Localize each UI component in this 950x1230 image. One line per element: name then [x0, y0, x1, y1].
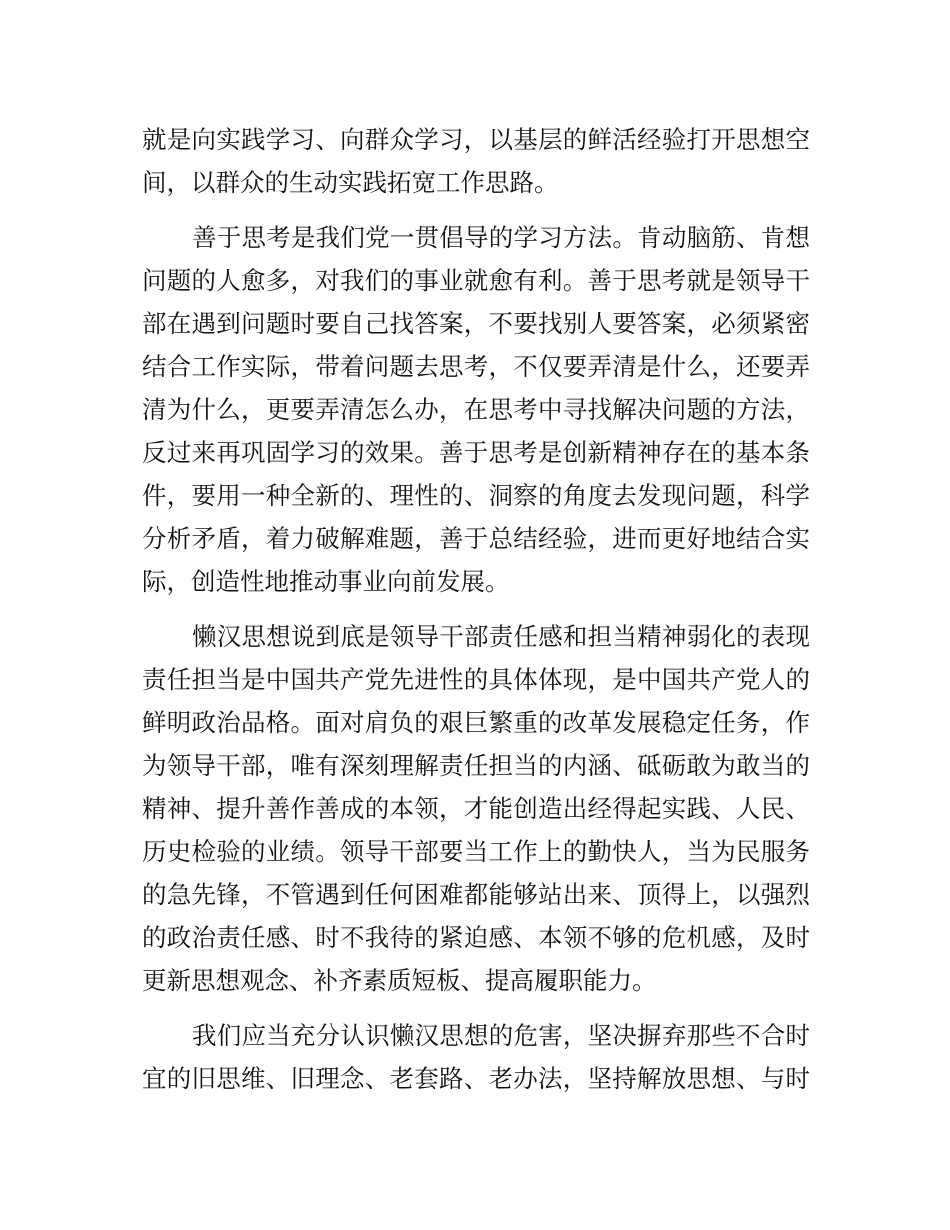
text-line: 我们应当充分认识懒汉思想的危害，坚决摒弃那些不合时 [192, 1021, 810, 1050]
text-line: 清为什么，更要弄清怎么办，在思考中寻找解决问题的方法， [142, 395, 810, 424]
text-line: 反过来再巩固学习的效果。善于思考是创新精神存在的基本条 [142, 438, 810, 467]
text-line: 部在遇到问题时要自己找答案，不要找别人要答案，必须紧密 [142, 309, 810, 338]
text-line: 结合工作实际，带着问题去思考，不仅要弄清是什么，还要弄 [142, 352, 810, 381]
text-line: 更新思想观念、补齐素质短板、提高履职能力。 [142, 966, 657, 995]
text-line: 的政治责任感、时不我待的紧迫感、本领不够的危机感，及时 [142, 923, 810, 952]
text-line: 为领导干部，唯有深刻理解责任担当的内涵、砥砺敢为敢当的 [142, 751, 810, 780]
text-line: 间，以群众的生动实践拓宽工作思路。 [142, 168, 559, 197]
paragraph [142, 1014, 810, 1100]
text-line: 鲜明政治品格。面对肩负的艰巨繁重的改革发展稳定任务，作 [142, 708, 810, 737]
text-line: 责任担当是中国共产党先进性的具体体现，是中国共产党人的 [142, 665, 810, 694]
text-line: 分析矛盾，着力破解难题，善于总结经验，进而更好地结合实 [142, 524, 810, 553]
text-line: 问题的人愈多，对我们的事业就愈有利。善于思考就是领导干 [142, 266, 810, 295]
text-line: 就是向实践学习、向群众学习，以基层的鲜活经验打开思想空 [142, 125, 810, 154]
paragraph [142, 615, 810, 1002]
text-line: 善于思考是我们党一贯倡导的学习方法。肯动脑筋、肯想 [192, 223, 810, 252]
text-line: 件，要用一种全新的、理性的、洞察的角度去发现问题，科学 [142, 481, 810, 510]
text-line: 际，创造性地推动事业向前发展。 [142, 567, 510, 596]
text-line: 精神、提升善作善成的本领，才能创造出经得起实践、人民、 [142, 794, 810, 823]
document-body [142, 118, 810, 1112]
paragraph [142, 118, 810, 204]
text-line: 懒汉思想说到底是领导干部责任感和担当精神弱化的表现 [192, 622, 810, 651]
text-line: 宜的旧思维、旧理念、老套路、老办法，坚持解放思想、与时 [142, 1064, 810, 1093]
text-line: 的急先锋，不管遇到任何困难都能够站出来、顶得上，以强烈 [142, 880, 810, 909]
paragraph [142, 216, 810, 603]
text-line: 历史检验的业绩。领导干部要当工作上的勤快人，当为民服务 [142, 837, 810, 866]
